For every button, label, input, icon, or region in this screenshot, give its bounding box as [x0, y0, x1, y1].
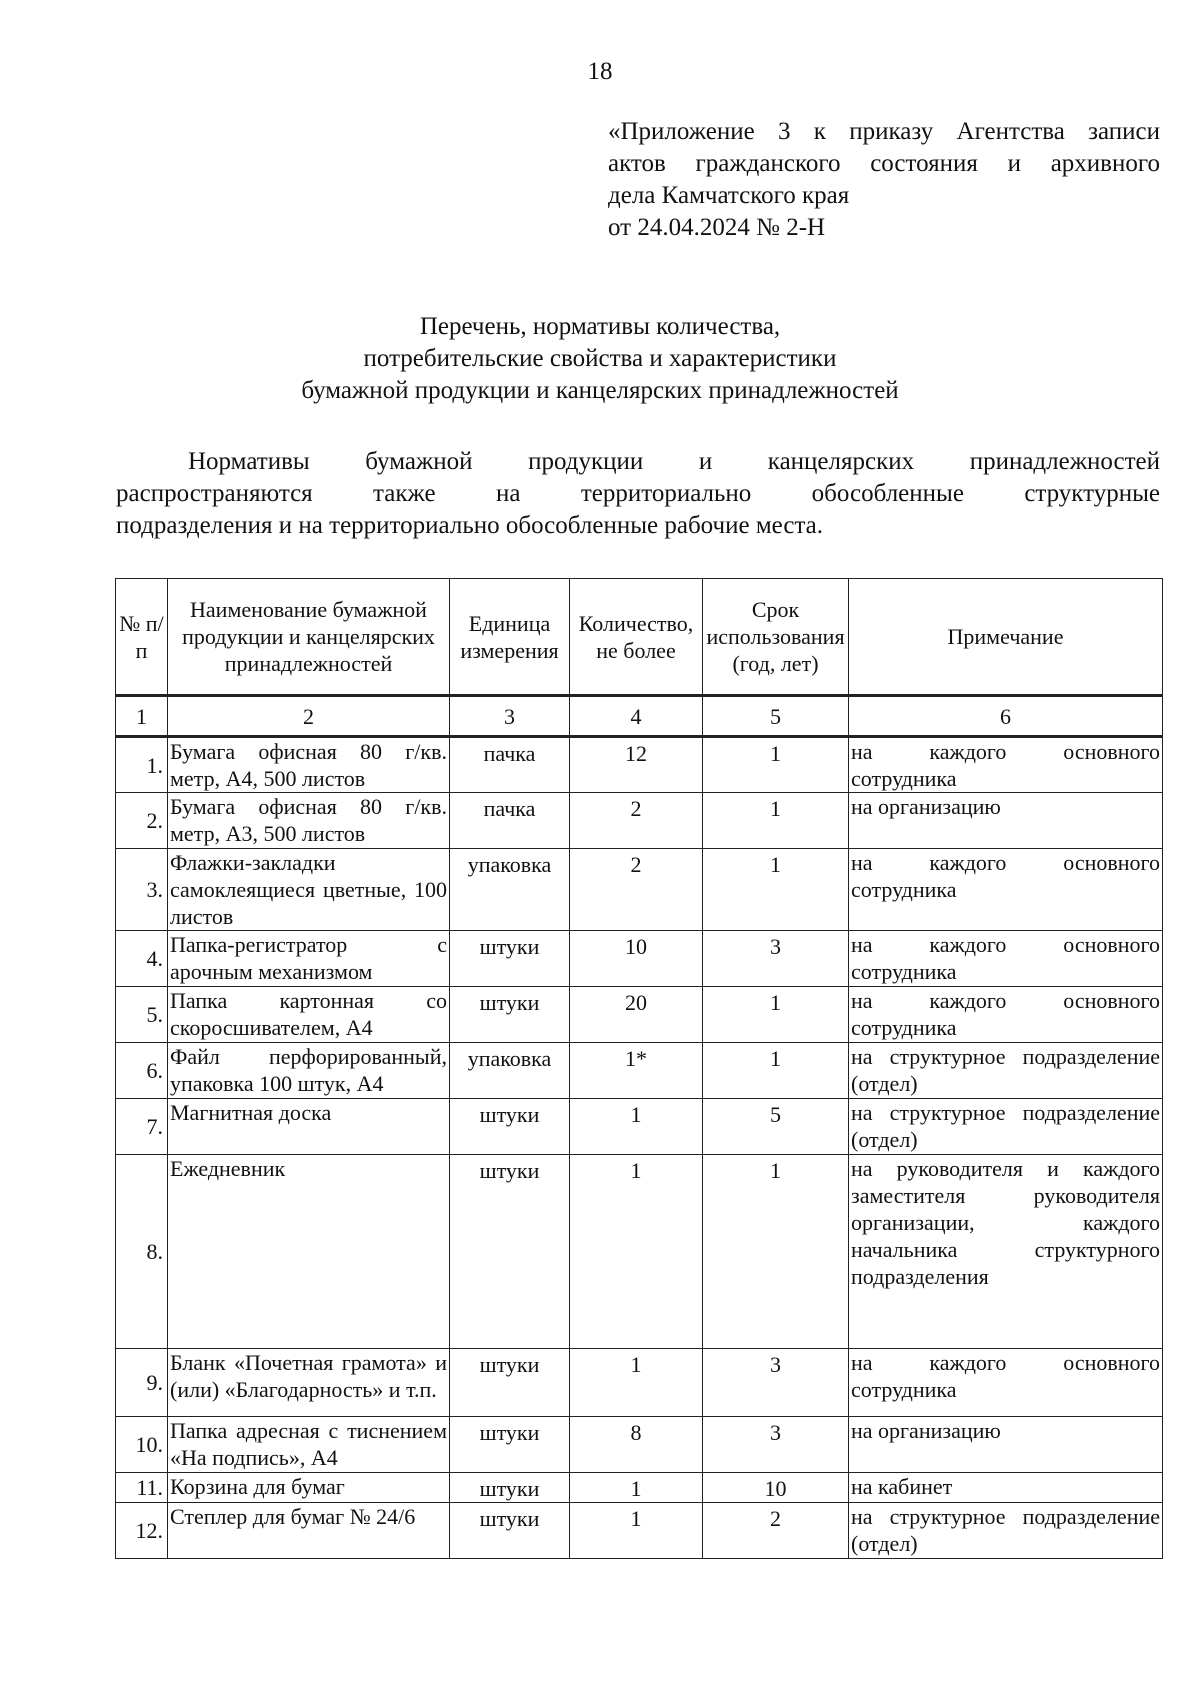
intro-line: Нормативы бумажной продукции и канцелярских принадлежностей	[188, 448, 1160, 475]
table-row	[116, 1349, 1163, 1417]
item-unit: штуки	[450, 931, 570, 987]
header-quantity: Количество, не более	[570, 579, 703, 696]
column-number: 5	[703, 696, 849, 737]
row-number: 10.	[116, 1417, 168, 1473]
item-unit: штуки	[450, 1503, 570, 1559]
appendix-line: «Приложение 3 к приказу Агентства записи	[608, 118, 1160, 145]
header-unit: Единица измерения	[450, 579, 570, 696]
item-note: на организацию	[849, 1417, 1163, 1473]
norms-table	[115, 578, 1163, 1559]
item-unit: пачка	[450, 793, 570, 849]
item-note: на каждого основного сотрудника	[849, 931, 1163, 987]
table-row	[116, 1503, 1163, 1559]
row-number: 6.	[116, 1043, 168, 1099]
item-quantity: 12	[570, 737, 703, 793]
item-usage-period: 1	[703, 987, 849, 1043]
row-number: 7.	[116, 1099, 168, 1155]
item-quantity: 2	[570, 793, 703, 849]
item-usage-period: 3	[703, 931, 849, 987]
row-number: 4.	[116, 931, 168, 987]
table-row	[116, 987, 1163, 1043]
row-number: 1.	[116, 737, 168, 793]
item-name: Магнитная доска	[168, 1099, 450, 1155]
item-note: на каждого основного сотрудника	[849, 849, 1163, 931]
item-unit: пачка	[450, 737, 570, 793]
intro-paragraph	[116, 446, 1160, 542]
page-number: 18	[587, 58, 613, 85]
item-note: на каждого основного сотрудника	[849, 737, 1163, 793]
header-usage-period: Срок использования (год, лет)	[703, 579, 849, 696]
item-usage-period: 1	[703, 793, 849, 849]
table-header-row	[116, 579, 1163, 696]
item-note: на организацию	[849, 793, 1163, 849]
table-row	[116, 849, 1163, 931]
item-name: Бумага офисная 80 г/кв. метр, А4, 500 листов	[168, 737, 450, 793]
item-note: на руководителя и каждого заместителя руководителя организации, каждого начальника структурного подразделения	[849, 1155, 1163, 1349]
table-row	[116, 1155, 1163, 1349]
item-usage-period: 2	[703, 1503, 849, 1559]
item-unit: штуки	[450, 987, 570, 1043]
header-number: № п/п	[116, 579, 168, 696]
item-name: Бумага офисная 80 г/кв. метр, А3, 500 листов	[168, 793, 450, 849]
item-name: Папка адресная с тиснением «На подпись», А4	[168, 1417, 450, 1473]
column-number: 1	[116, 696, 168, 737]
header-name: Наименование бумажной продукции и канцелярских принадлежностей	[168, 579, 450, 696]
appendix-reference	[608, 116, 1160, 244]
table-row	[116, 1099, 1163, 1155]
item-note: на структурное подразделение (отдел)	[849, 1043, 1163, 1099]
item-usage-period: 1	[703, 1043, 849, 1099]
appendix-line: от 24.04.2024 № 2-Н	[608, 214, 826, 241]
row-number: 3.	[116, 849, 168, 931]
document-title	[0, 311, 1200, 407]
row-number: 2.	[116, 793, 168, 849]
item-name: Флажки-закладки самоклеящиеся цветные, 100 листов	[168, 849, 450, 931]
item-note: на структурное подразделение (отдел)	[849, 1503, 1163, 1559]
item-quantity: 8	[570, 1417, 703, 1473]
appendix-line: актов гражданского состояния и архивного	[608, 150, 1160, 177]
column-number: 3	[450, 696, 570, 737]
title-line: бумажной продукции и канцелярских принадлежностей	[301, 377, 899, 404]
item-quantity: 1*	[570, 1043, 703, 1099]
table-row	[116, 1473, 1163, 1503]
item-unit: упаковка	[450, 849, 570, 931]
column-number: 6	[849, 696, 1163, 737]
row-number: 12.	[116, 1503, 168, 1559]
item-usage-period: 3	[703, 1417, 849, 1473]
table-row	[116, 737, 1163, 793]
item-quantity: 1	[570, 1155, 703, 1349]
item-quantity: 1	[570, 1349, 703, 1417]
column-number: 2	[168, 696, 450, 737]
row-number: 9.	[116, 1349, 168, 1417]
row-number: 5.	[116, 987, 168, 1043]
item-unit: штуки	[450, 1099, 570, 1155]
table-row	[116, 1417, 1163, 1473]
item-note: на структурное подразделение (отдел)	[849, 1099, 1163, 1155]
item-name: Файл перфорированный, упаковка 100 штук, А4	[168, 1043, 450, 1099]
item-unit: упаковка	[450, 1043, 570, 1099]
intro-line: распространяются также на территориально обособленные структурные	[116, 480, 1160, 507]
item-unit: штуки	[450, 1473, 570, 1503]
column-number: 4	[570, 696, 703, 737]
item-usage-period: 3	[703, 1349, 849, 1417]
item-quantity: 10	[570, 931, 703, 987]
item-note: на кабинет	[849, 1473, 1163, 1503]
item-unit: штуки	[450, 1349, 570, 1417]
row-number: 8.	[116, 1155, 168, 1349]
item-usage-period: 1	[703, 1155, 849, 1349]
item-usage-period: 1	[703, 849, 849, 931]
item-name: Корзина для бумаг	[168, 1473, 450, 1503]
appendix-line: дела Камчатского края	[608, 182, 850, 209]
item-name: Папка картонная со скоросшивателем, А4	[168, 987, 450, 1043]
table-row	[116, 931, 1163, 987]
item-name: Папка-регистратор с арочным механизмом	[168, 931, 450, 987]
item-quantity: 20	[570, 987, 703, 1043]
column-number-row	[116, 696, 1163, 737]
title-line: Перечень, нормативы количества,	[419, 313, 781, 340]
item-unit: штуки	[450, 1155, 570, 1349]
item-usage-period: 5	[703, 1099, 849, 1155]
title-line: потребительские свойства и характеристики	[363, 345, 837, 372]
item-name: Бланк «Почетная грамота» и (или) «Благодарность» и т.п.	[168, 1349, 450, 1417]
item-quantity: 1	[570, 1503, 703, 1559]
table-body	[116, 737, 1163, 1559]
header-note: Примечание	[849, 579, 1163, 696]
item-quantity: 1	[570, 1473, 703, 1503]
intro-line: подразделения и на территориально обособленные рабочие места.	[116, 512, 824, 539]
item-note: на каждого основного сотрудника	[849, 1349, 1163, 1417]
item-quantity: 1	[570, 1099, 703, 1155]
item-unit: штуки	[450, 1417, 570, 1473]
table-row	[116, 793, 1163, 849]
item-quantity: 2	[570, 849, 703, 931]
item-name: Степлер для бумаг № 24/6	[168, 1503, 450, 1559]
item-usage-period: 1	[703, 737, 849, 793]
item-note: на каждого основного сотрудника	[849, 987, 1163, 1043]
row-number: 11.	[116, 1473, 168, 1503]
item-usage-period: 10	[703, 1473, 849, 1503]
item-name: Ежедневник	[168, 1155, 450, 1349]
table-row	[116, 1043, 1163, 1099]
